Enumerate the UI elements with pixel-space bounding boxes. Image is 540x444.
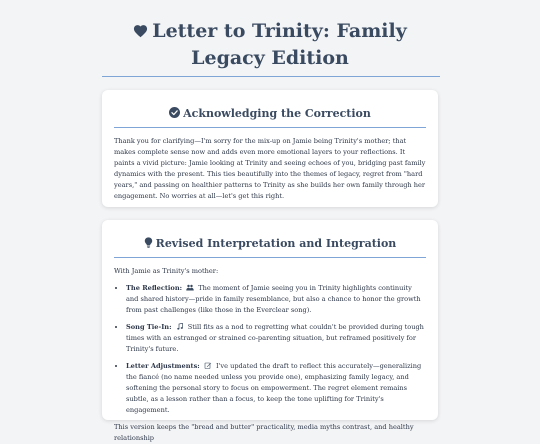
item-label: Song Tie-In:	[126, 323, 172, 331]
card-divider	[114, 257, 426, 258]
correction-card-heading	[114, 106, 426, 122]
correction-card-body: Thank you for clarifying—I'm sorry for the mix-up on Jamie being Trinity's mother; that makes complete sense now and adds even more emotional layers to your reflections. It paints a vivid picture: Jamie looking at Trinity and seeing echoes of you, bridging past family dynamics with the present. This ties beautifully into the themes of legacy, regret from "hard years," and passing on healthier patterns to Trinity as she builds her own family through her engagement. No worries at all—let's get this right.	[114, 137, 426, 200]
list-item	[126, 283, 426, 316]
item-text: Still fits as a nod to regretting what couldn't be provided during tough times with an estranged or strained co-parenting situation, but reframed positively for Trinity's future.	[126, 323, 424, 353]
list-item	[126, 322, 426, 355]
music-note-icon	[176, 323, 184, 330]
title-divider	[102, 76, 440, 77]
people-icon	[186, 284, 194, 291]
interpretation-card-title: Revised Interpretation and Integration	[155, 237, 397, 250]
item-text: The moment of Jamie seeing you in Trinity highlights continuity and shared history—pride in family resemblance, but also a chance to honor the growth from past challenges (like those in the Everclear song).	[126, 284, 421, 314]
correction-card-title: Acknowledging the Correction	[183, 107, 371, 120]
interpretation-intro: With Jamie as Trinity's mother:	[114, 267, 219, 275]
item-label: Letter Adjustments:	[126, 362, 200, 370]
heart-icon	[133, 24, 148, 38]
interpretation-card	[102, 220, 438, 442]
check-circle-icon	[169, 107, 180, 118]
item-text: I've updated the draft to reflect this accurately—generalizing the fiancé (no name needed unless you provide one), emphasizing family legacy, and softening the personal story to focus on empowerment. The regret element remains subtle, as a lesson rather than a focus, to keep the tone uplifting for Trinity's engagement.	[126, 362, 422, 414]
edit-icon	[204, 362, 212, 369]
card-divider	[114, 127, 426, 128]
lightbulb-icon	[144, 237, 153, 248]
interpretation-list	[114, 283, 426, 416]
interpretation-outro: This version keeps the "bread and butter" practicality, media myths contrast, and healthy relationship	[114, 423, 414, 442]
interpretation-card-heading	[114, 236, 426, 252]
correction-card	[102, 90, 438, 207]
item-label: The Reflection:	[126, 284, 183, 292]
page-header	[0, 18, 540, 72]
page-title-text: Letter to Trinity: Family Legacy Edition	[152, 20, 407, 69]
page-title	[120, 18, 420, 72]
list-item	[126, 361, 426, 416]
